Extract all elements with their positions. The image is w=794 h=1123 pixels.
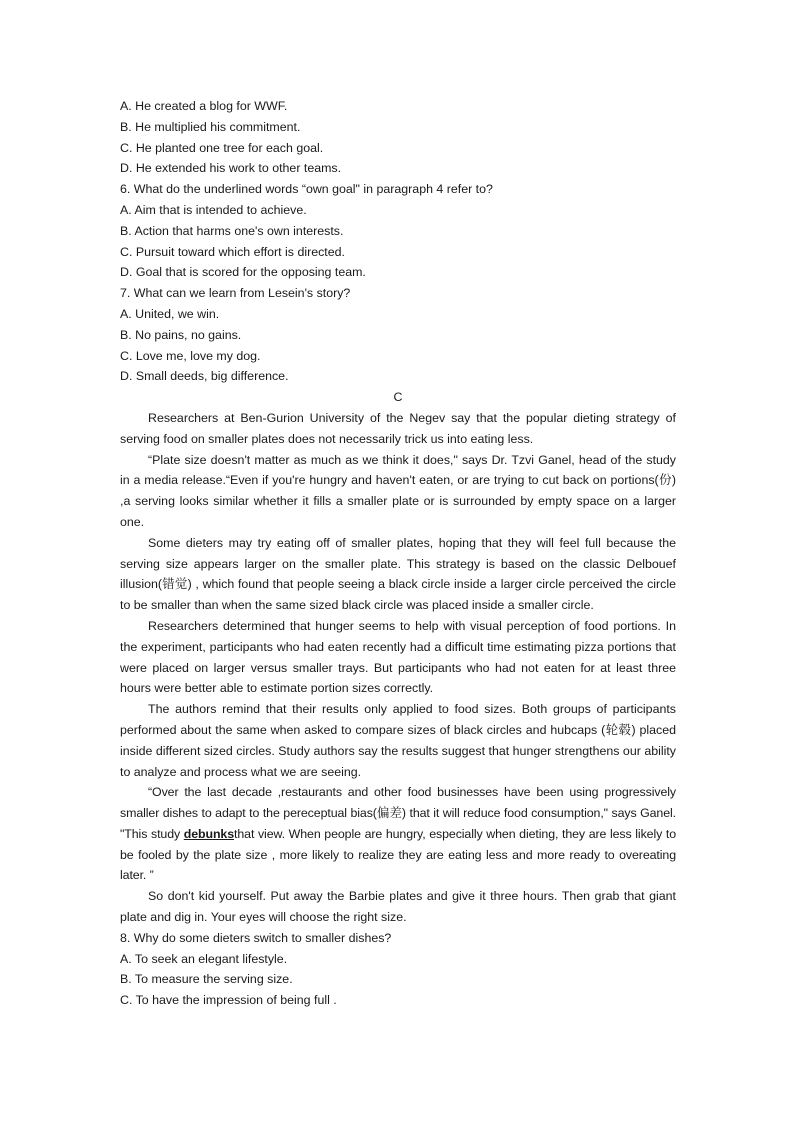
q6-option-a: A. Aim that is intended to achieve. (120, 202, 307, 217)
passage-paragraph-1: Researchers at Ben-Gurion University of the Negev say that the popular dieting strategy of serving food on smaller plates does not necessarily trick us into eating less. (120, 410, 676, 446)
passage-paragraph-7: So don't kid yourself. Put away the Barbie plates and give it three hours. Then grab that giant plate and dig in. Your eyes will choose the right size. (120, 889, 676, 925)
q7-question: 7. What can we learn from Lesein's story? (120, 286, 351, 301)
passage-paragraph-6 (120, 782, 676, 886)
paragraph-6-before: “Over the last decade ,restaurants and other food businesses have been using progressively smaller dishes to adapt to the pereceptual bias(偏差) that it will reduce food consumption," says Ganel. "This study (120, 785, 676, 841)
q8-option-a: A. To seek an elegant lifestyle. (120, 951, 288, 966)
section-label: C (393, 390, 403, 405)
q6-question: 6. What do the underlined words “own goal" in paragraph 4 refer to? (120, 182, 493, 197)
q8-question: 8. Why do some dieters switch to smaller dishes? (120, 930, 392, 945)
q7-option-d: D. Small deeds, big difference. (120, 369, 289, 384)
q5-option-d: D. He extended his work to other teams. (120, 161, 342, 176)
passage-paragraph-2: “Plate size doesn't matter as much as we think it does," says Dr. Tzvi Ganel, head of the study in a media release.“Even if you're hungry and haven't eaten, or are trying to cut back on portions(份) ,a serving looks similar whether it fills a smaller plate or is surrounded by empty space on a larger one. (120, 452, 676, 529)
q7-option-c: C. Love me, love my dog. (120, 348, 261, 363)
q7-option-a: A. United, we win. (120, 306, 220, 321)
q6-option-b: B. Action that harms one's own interests. (120, 223, 344, 238)
q8-option-b: B. To measure the serving size. (120, 972, 293, 987)
passage-paragraph-4: Researchers determined that hunger seems to help with visual perception of food portions. In the experiment, participants who had eaten recently had a difficult time estimating pizza portions that were placed on larger versus smaller trays. But participants who had not eaten for at least three hours were better able to estimate portion sizes correctly. (120, 618, 676, 696)
document-content (120, 96, 676, 1011)
q6-option-d: D. Goal that is scored for the opposing team. (120, 265, 366, 280)
passage-paragraph-5: The authors remind that their results only applied to food sizes. Both groups of participants performed about the same when asked to compare sizes of black circles and hubcaps (轮毂) placed inside different sized circles. Study authors say the results suggest that hunger strengthens our ability to analyze and process what we are seeing. (120, 702, 676, 779)
paragraph-6-after: that view. When people are hungry, especially when dieting, they are less likely to be fooled by the plate size , more likely to realize they are eating less and more ready to overeating later. ” (120, 826, 677, 883)
q6-option-c: C. Pursuit toward which effort is directed. (120, 244, 345, 259)
q7-option-b: B. No pains, no gains. (120, 327, 242, 342)
q5-option-c: C. He planted one tree for each goal. (120, 140, 324, 155)
q5-option-b: B. He multiplied his commitment. (120, 119, 301, 134)
q8-option-c: C. To have the impression of being full . (120, 993, 337, 1008)
passage-paragraph-3: Some dieters may try eating off of smaller plates, hoping that they will feel full because the serving size appears larger on the smaller plate. This strategy is based on the classic Delbouef illusion(错觉) , which found that people seeing a black circle inside a larger circle perceived the circle to be smaller than when the same sized black circle was placed inside a smaller circle. (120, 535, 676, 613)
underlined-word-debunks: debunks (183, 826, 235, 841)
q5-option-a: A. He created a blog for WWF. (120, 99, 288, 113)
